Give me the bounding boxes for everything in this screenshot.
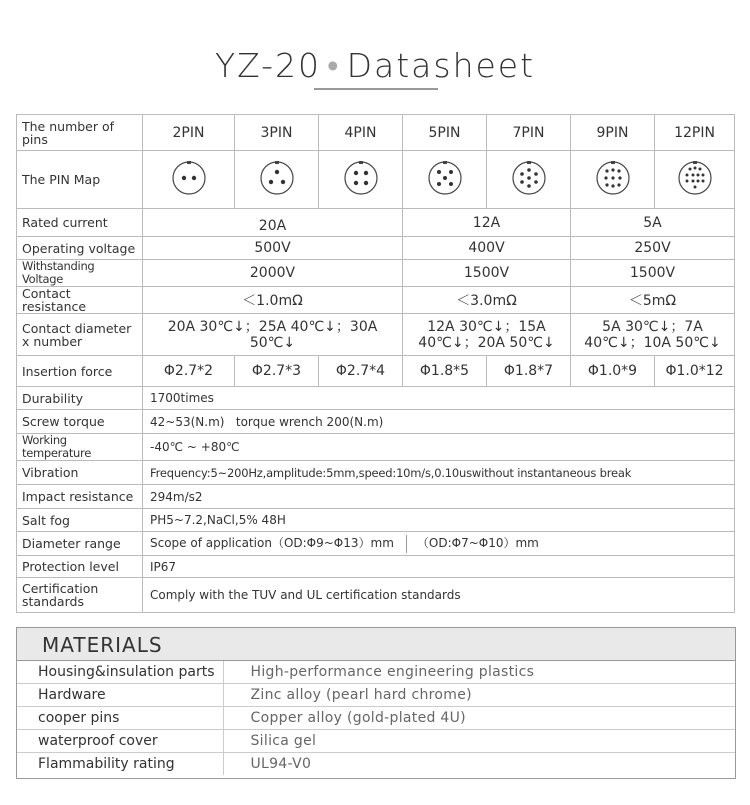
- insertion-force-value: Φ1.8*5: [403, 356, 487, 387]
- operating-voltage-g2: 400V: [403, 237, 571, 260]
- withstanding-voltage-row: [17, 260, 735, 287]
- durability-value: 1700times: [143, 387, 735, 410]
- vibration-label: Vibration: [17, 461, 143, 485]
- contact-diameter-g2: 12A 30℃↓；15A 40℃↓；20A 50℃↓: [403, 314, 571, 356]
- materials-header: [17, 628, 735, 661]
- insertion-force-value: Φ1.8*7: [487, 356, 571, 387]
- materials-row: [17, 730, 735, 753]
- pin-map-5-icon: [427, 160, 463, 196]
- salt-fog-row: [17, 509, 735, 532]
- contact-diameter-label: Contact diameter x number: [17, 314, 143, 356]
- rated-current-row: [17, 209, 735, 237]
- contact-diameter-g1: 20A 30℃↓；25A 40℃↓；30A 50℃↓: [143, 314, 403, 356]
- insertion-force-value: Φ1.0*9: [571, 356, 655, 387]
- datasheet-table: [16, 114, 735, 613]
- material-value: Silica gel: [223, 730, 735, 753]
- pin-count: 12PIN: [655, 115, 735, 151]
- pin-map-12-icon: [677, 160, 713, 196]
- contact-resistance-g2: ＜3.0mΩ: [403, 287, 571, 314]
- pins-label: The number of pins: [17, 115, 143, 151]
- materials-row: [17, 707, 735, 730]
- withstanding-voltage-label: Withstanding Voltage: [17, 260, 143, 287]
- screw-torque-row: [17, 410, 735, 434]
- insertion-force-value: Φ2.7*2: [143, 356, 235, 387]
- vibration-row: [17, 461, 735, 485]
- material-value: UL94-V0: [250, 756, 312, 772]
- contact-diameter-g3: 5A 30℃↓；7A 40℃↓；10A 50℃↓: [571, 314, 735, 356]
- durability-row: [17, 387, 735, 410]
- title-underline: [314, 88, 438, 90]
- title-separator: •: [327, 46, 341, 85]
- operating-voltage-g1: 500V: [143, 237, 403, 260]
- pin-count: 3PIN: [235, 115, 319, 151]
- screw-torque-value: 42~53(N.m) torque wrench 200(N.m): [143, 410, 735, 434]
- material-part: Housing&insulation parts: [17, 661, 223, 684]
- title-suffix: Datasheet: [346, 46, 536, 85]
- diameter-range-value-2: （OD:Φ7~Φ10）mm: [416, 536, 539, 551]
- pin-map-7-icon: [511, 160, 547, 196]
- impact-resistance-row: [17, 485, 735, 509]
- material-value: Copper alloy (gold-plated 4U): [223, 707, 735, 730]
- pin-count: 9PIN: [571, 115, 655, 151]
- materials-table: [17, 661, 735, 775]
- material-part: Flammability rating: [17, 753, 223, 776]
- certification-label: Certification standards: [17, 578, 143, 613]
- certification-row: [17, 578, 735, 613]
- rated-current-g2: 12A: [403, 209, 571, 237]
- insertion-force-value: Φ1.0*12: [655, 356, 735, 387]
- pin-map-4-icon: [343, 160, 379, 196]
- rated-current-label: Rated current: [17, 209, 143, 237]
- screw-torque-label: Screw torque: [17, 410, 143, 434]
- page-title: [0, 46, 750, 85]
- materials-row: [17, 753, 735, 776]
- contact-resistance-row: [17, 287, 735, 314]
- salt-fog-value: PH5~7.2,NaCl,5% 48H: [143, 509, 735, 532]
- material-part: waterproof cover: [17, 730, 223, 753]
- pin-map-label: The PIN Map: [17, 151, 143, 209]
- operating-voltage-row: [17, 237, 735, 260]
- vibration-value: Frequency:5~200Hz,amplitude:5mm,speed:10m/s,0.10uswithout instantaneous break: [143, 461, 735, 485]
- withstanding-voltage-g1: 2000V: [143, 260, 403, 287]
- protection-level-label: Protection level: [17, 556, 143, 578]
- insertion-force-row: [17, 356, 735, 387]
- pin-map-9-icon: [595, 160, 631, 196]
- pin-count: 7PIN: [487, 115, 571, 151]
- pin-map-3-icon: [259, 160, 295, 196]
- materials-row: [17, 684, 735, 707]
- contact-resistance-label: Contact resistance: [17, 287, 143, 314]
- working-temperature-label: Working temperature: [17, 434, 143, 461]
- impact-resistance-label: Impact resistance: [17, 485, 143, 509]
- materials-heading: MATERIALS: [42, 633, 163, 657]
- diameter-range-label: Diameter range: [17, 532, 143, 556]
- contact-resistance-g3: ＜5mΩ: [571, 287, 735, 314]
- diameter-range-row: [17, 532, 735, 556]
- model-name: YZ-20: [214, 46, 322, 85]
- insertion-force-label: Insertion force: [17, 356, 143, 387]
- withstanding-voltage-g3: 1500V: [571, 260, 735, 287]
- contact-diameter-row: [17, 314, 735, 356]
- material-part: cooper pins: [17, 707, 223, 730]
- pin-map-2-icon: [171, 160, 207, 196]
- rated-current-g3: 5A: [571, 209, 735, 237]
- impact-resistance-value: 294m/s2: [143, 485, 735, 509]
- pin-count: 2PIN: [143, 115, 235, 151]
- divider: [406, 535, 407, 553]
- contact-resistance-g1: ＜1.0mΩ: [143, 287, 403, 314]
- operating-voltage-g3: 250V: [571, 237, 735, 260]
- material-value: Zinc alloy (pearl hard chrome): [223, 684, 735, 707]
- material-value: High-performance engineering plastics: [223, 661, 735, 684]
- withstanding-voltage-g2: 1500V: [403, 260, 571, 287]
- salt-fog-label: Salt fog: [17, 509, 143, 532]
- working-temperature-row: [17, 434, 735, 461]
- insertion-force-value: Φ2.7*4: [319, 356, 403, 387]
- certification-value: Comply with the TUV and UL certification standards: [143, 578, 735, 613]
- working-temperature-value: -40℃ ~ +80℃: [143, 434, 735, 461]
- protection-level-row: [17, 556, 735, 578]
- pins-row: [17, 115, 735, 151]
- pin-map-row: [17, 151, 735, 209]
- pin-count: 5PIN: [403, 115, 487, 151]
- materials-panel: [16, 627, 736, 779]
- durability-label: Durability: [17, 387, 143, 410]
- insertion-force-value: Φ2.7*3: [235, 356, 319, 387]
- operating-voltage-label: Operating voltage: [17, 237, 143, 260]
- materials-row: [17, 661, 735, 684]
- diameter-range-value-1: Scope of application（OD:Φ9~Φ13）mm: [150, 536, 394, 551]
- diameter-range-value: [143, 532, 735, 556]
- protection-level-value: IP67: [143, 556, 735, 578]
- material-part: Hardware: [17, 684, 223, 707]
- rated-current-g1: 20A: [143, 209, 403, 237]
- pin-count: 4PIN: [319, 115, 403, 151]
